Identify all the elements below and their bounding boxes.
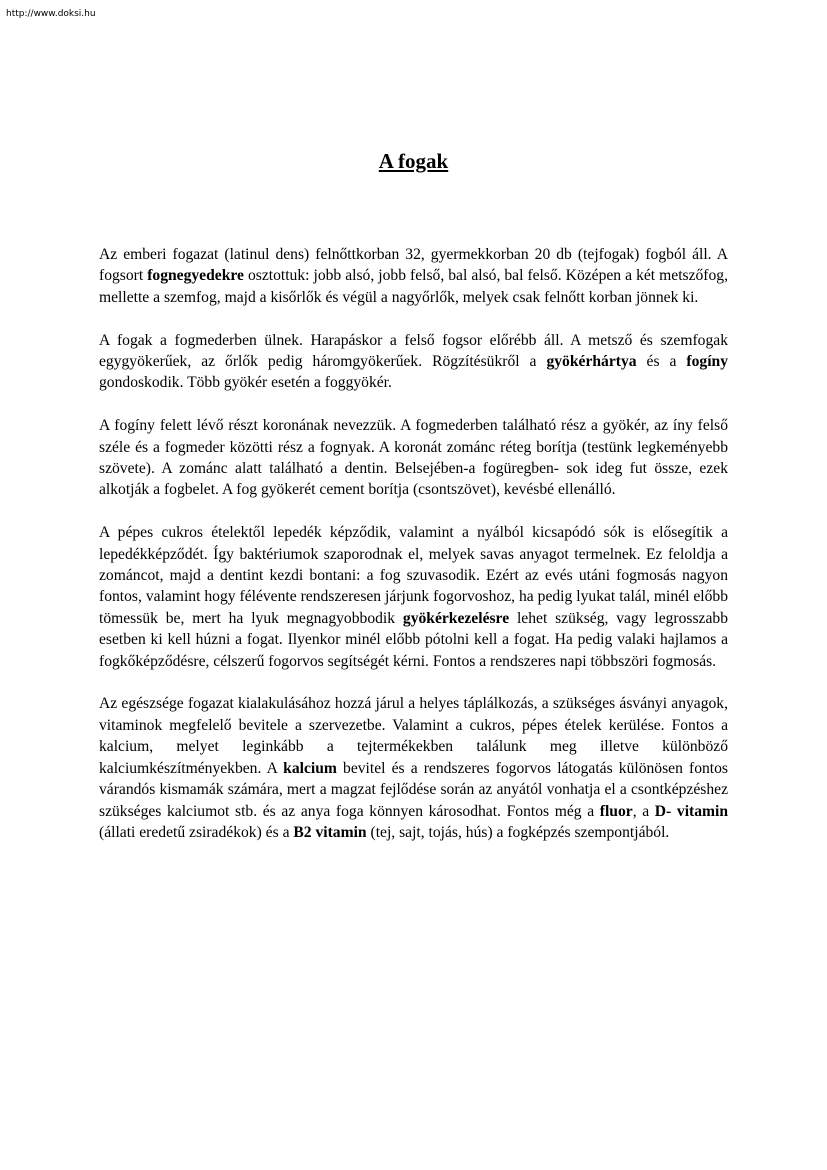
bold-term: gyökérhártya (546, 353, 637, 371)
text: , a (632, 802, 655, 820)
text: Az emberi fogazat (latinul dens) felnőttkorban 32, gyermekkorban 20 db (tejfogak) fogból áll. A fogsort (99, 246, 728, 285)
bold-term: kalcium (283, 759, 337, 777)
paragraph-4 (99, 522, 728, 672)
document-body (99, 244, 728, 865)
bold-term: fognegyedekre (147, 267, 244, 285)
text: (tej, sajt, tojás, hús) a fogképzés szempontjából. (366, 823, 670, 841)
source-url: http://www.doksi.hu (6, 9, 96, 19)
bold-term: B2 vitamin (293, 823, 367, 841)
paragraph-3 (99, 415, 728, 501)
bold-term: D- vitamin (654, 802, 729, 820)
text: Az egészsége fogazat kialakulásához hozzá járul a helyes táplálkozás, a szükséges ásványi anyagok, vitaminok megfelelő bevitele a szervezetbe. Valamint a cukros, pépes ételek kerülése. Fontos a kalcium, melyet leginkább a tejtermékekben találunk meg illetve különböző kalciumkészítményekben. A (99, 695, 728, 777)
paragraph-5 (99, 693, 728, 843)
bold-term: fogíny (686, 353, 728, 371)
paragraph-1 (99, 244, 728, 308)
text: A fogak a fogmederben ülnek. Harapáskor a felső fogsor előrébb áll. A metsző és szemfogak egygyökerűek, az őrlők pedig háromgyökerűek. Rögzítésükről a (99, 331, 728, 371)
bold-term: fluor (599, 802, 633, 820)
page-title: A fogak (378, 149, 449, 173)
text: lehet szükség, vagy legrosszabb esetben ki kell húzni a fogat. Ilyenkor minél előbb pótolni kell a fogat. Ha pedig valaki hajlamos a fogkőképződésre, célszerű fogorvos segítségét kérni. Fontos a rendszeres napi többszöri fogmosás. (99, 609, 728, 670)
text: A fogíny felett lévő részt koronának nevezzük. A fogmederben található rész a gyökér, az íny felső széle és a fogmeder közötti rész a fognyak. A koronát zománc réteg borítja (testünk legkeményebb szövete). A zománc alatt található a dentin. Belsejében-a fogüregben- sok ideg fut össze, ezek alkotják a fogbelet. A fog gyökerét cement borítja (csontszövet), kevésbé ellenálló. (99, 417, 728, 499)
text: osztottuk: jobb alsó, jobb felső, bal alsó, bal felső. Középen a két metszőfog, mellette a szemfog, majd a kisőrlők és végül a nagyőrlők, melyek csak felnőtt korban jönnek ki. (99, 267, 728, 306)
text: bevitel és a rendszeres fogorvos látogatás különösen fontos várandós kismamák számára, mert a magzat fejlődése során az anyától vonhatja el a csontképzéshez szükséges kalciumot stb. és az anya foga könnyen károsodhat. Fontos még a (99, 759, 728, 820)
paragraph-2 (99, 330, 728, 394)
text: és a (636, 353, 687, 371)
text: gondoskodik. Több gyökér esetén a foggyökér. (99, 374, 392, 392)
bold-term: gyökérkezelésre (402, 609, 510, 627)
text: A pépes cukros ételektől lepedék képződik, valamint a nyálból kicsapódó sók is elősegítik a lepedékképződét. Így baktériumok szaporodnak el, melyek savas anyagot termelnek. Ez feloldja a zománcot, majd a dentint kezdi bontani: a fog szuvasodik. Ezért az evés utáni fogmosás nagyon fontos, valamint hogy félévente rendszeresen járjunk fogorvoshoz, ha pedig lyukat talál, minél előbb tömessük be, mert ha lyuk megnagyobbodik (99, 524, 728, 627)
text: (állati eredetű zsiradékok) és a (99, 823, 294, 841)
